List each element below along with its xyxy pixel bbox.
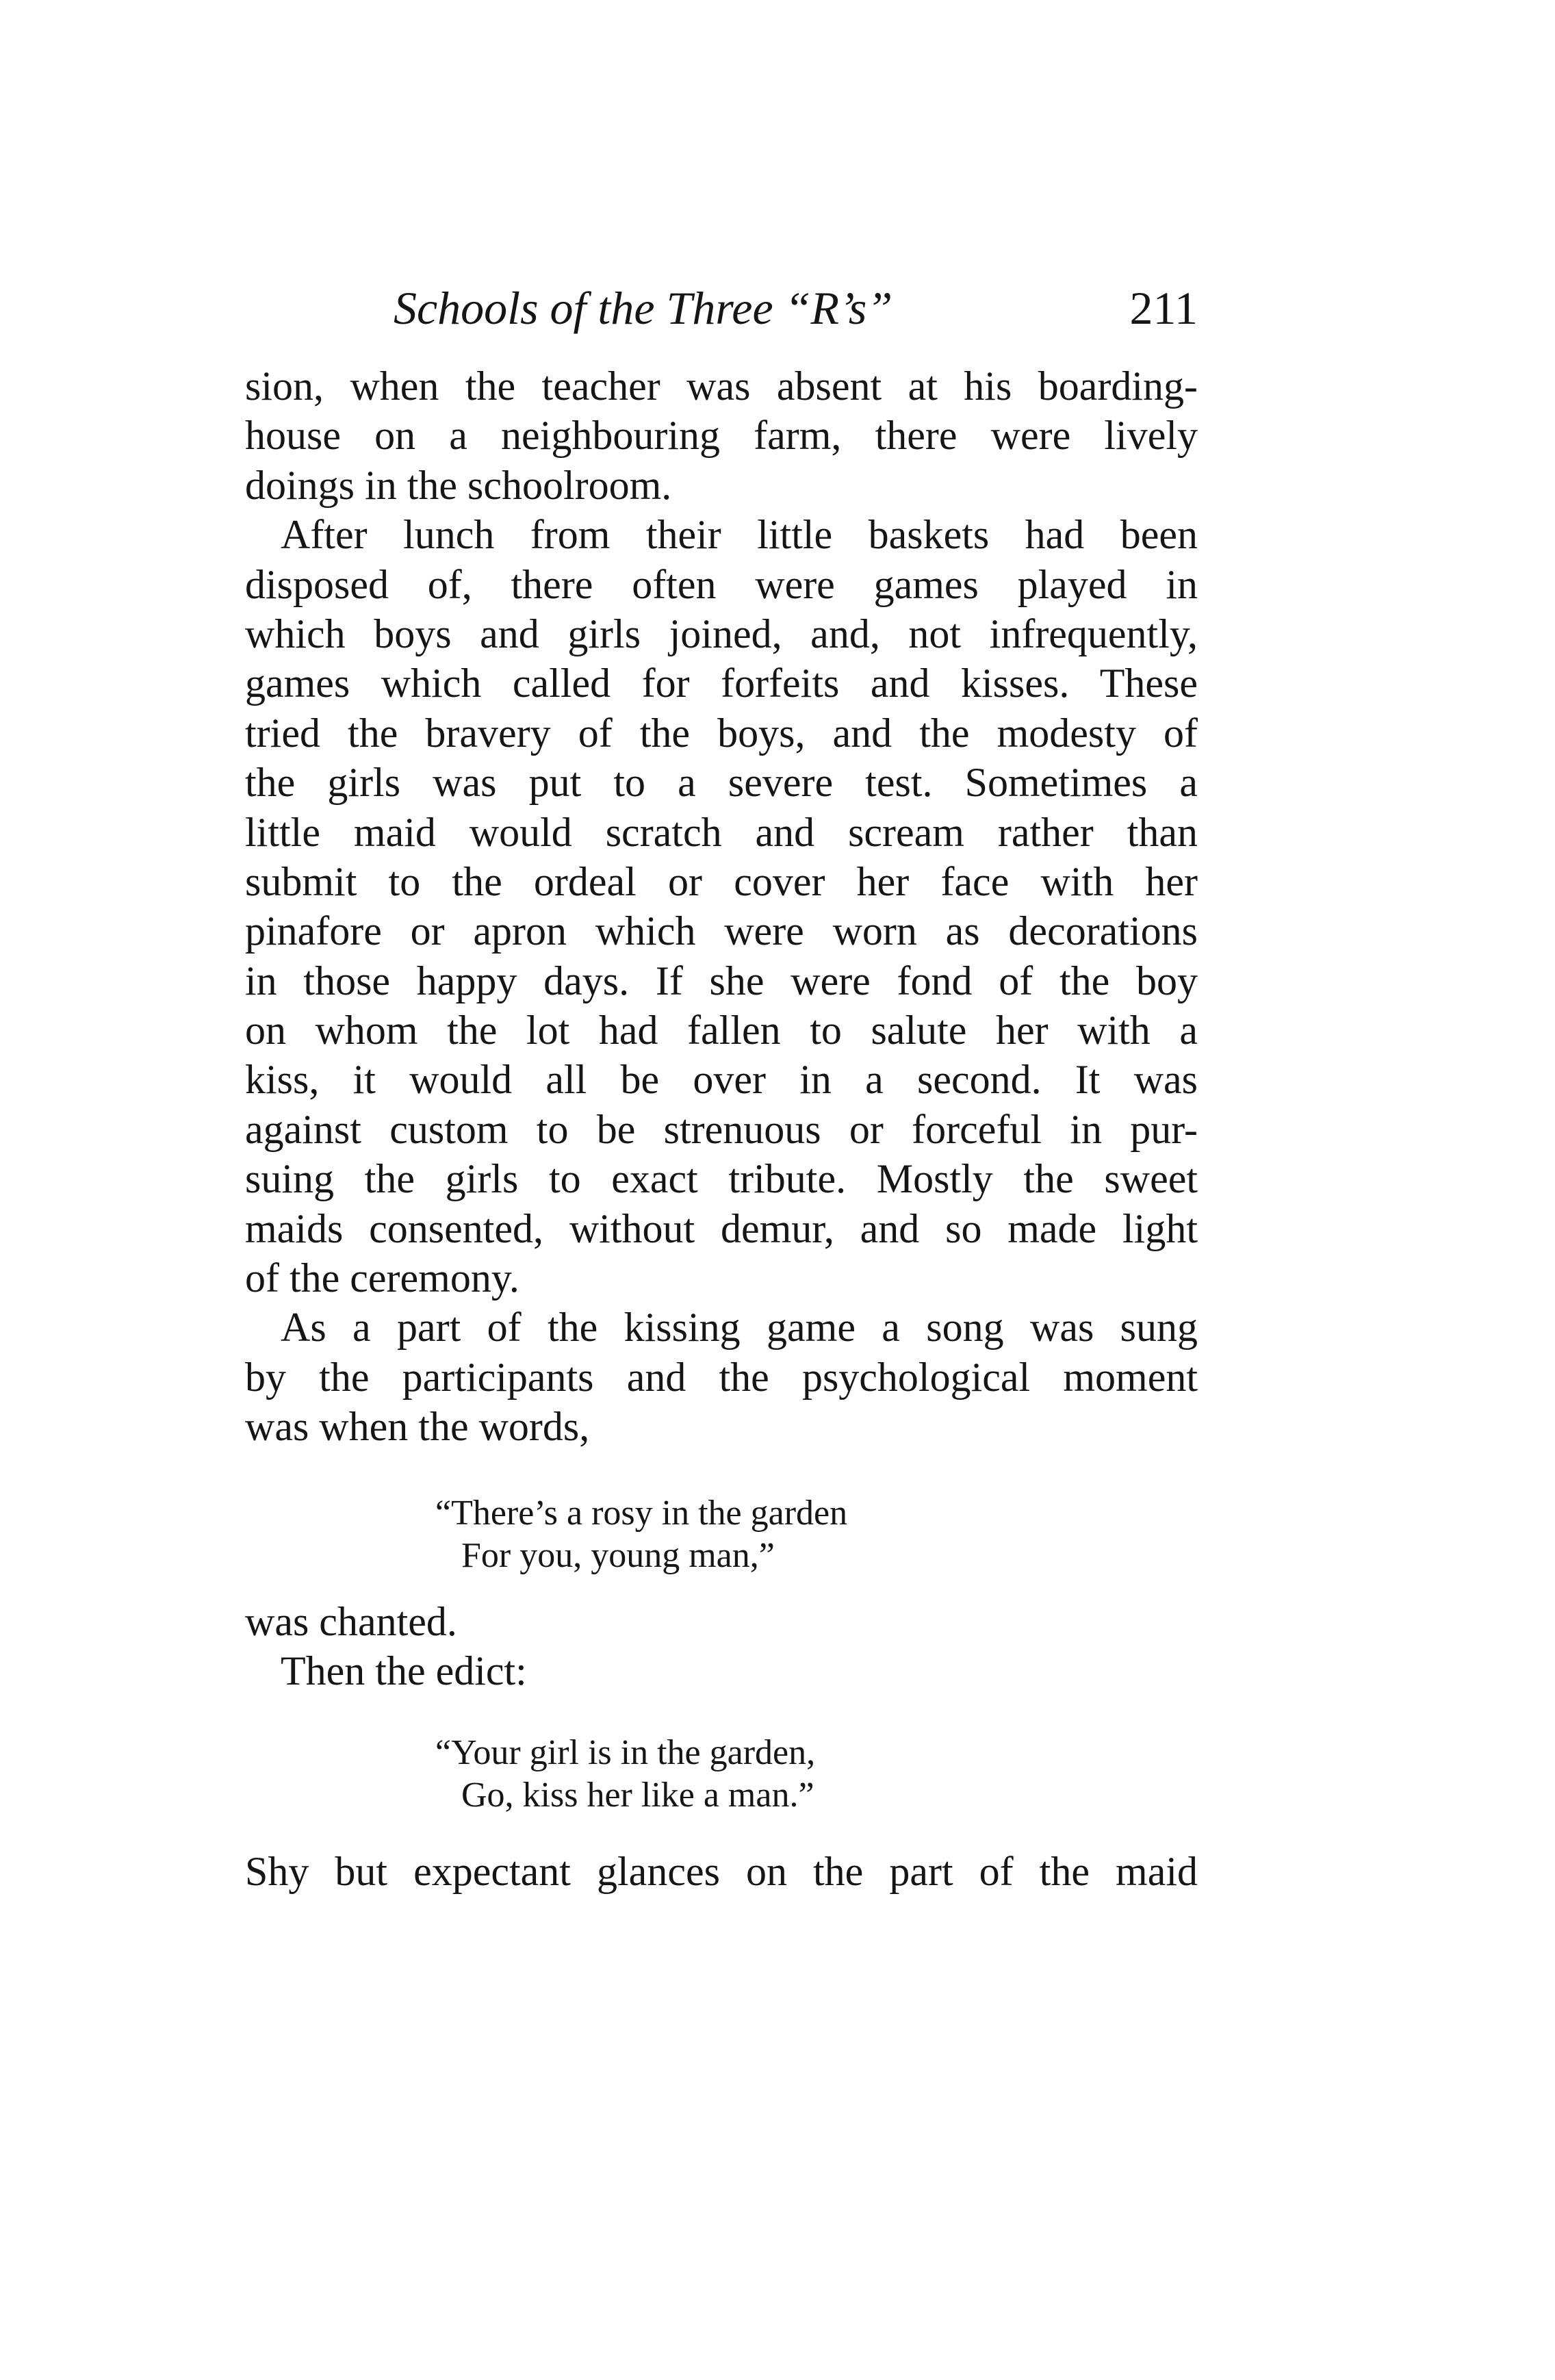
text-line: After lunch from their little baskets had been <box>281 512 1198 558</box>
body-text-continued <box>245 1847 1198 1896</box>
text-line: against custom to be strenuous or forceful in pur- <box>245 1106 1198 1152</box>
text-line: was chanted. <box>245 1599 457 1644</box>
text-line: suing the girls to exact tribute. Mostly the sweet <box>245 1156 1198 1202</box>
text-line: little maid would scratch and scream rather than <box>245 809 1198 855</box>
body-text <box>245 361 1198 1452</box>
verse-line: Go, kiss her like a man.” <box>461 1776 814 1815</box>
verse-quote <box>435 1732 815 1817</box>
verse-line: “Your girl is in the garden, <box>435 1733 816 1772</box>
text-line: maids consented, without demur, and so made light <box>245 1205 1198 1251</box>
verse-line: “There’s a rosy in the garden <box>435 1494 848 1533</box>
text-line: was when the words, <box>245 1404 590 1450</box>
text-line: kiss, it would all be over in a second. It was <box>245 1057 1198 1103</box>
body-text-continued <box>245 1597 1198 1696</box>
text-line: disposed of, there often were games played in <box>245 561 1198 607</box>
text-line: pinafore or apron which were worn as decorations <box>245 908 1198 954</box>
text-line: in those happy days. If she were fond of the boy <box>245 958 1198 1003</box>
text-line: Then the edict: <box>281 1648 527 1694</box>
text-line: house on a neighbouring farm, there were lively <box>245 413 1198 459</box>
text-line: tried the bravery of the boys, and the modesty of <box>245 710 1198 756</box>
text-line: the girls was put to a severe test. Sometimes a <box>245 760 1198 806</box>
text-line: of the ceremony. <box>245 1255 519 1301</box>
text-line: Shy but expectant glances on the part of the maid <box>245 1849 1198 1894</box>
text-line: by the participants and the psychological moment <box>245 1354 1198 1400</box>
running-title: Schools of the Three “R’s” <box>394 282 893 334</box>
page-header <box>394 277 1198 339</box>
page-number: 211 <box>1129 282 1198 334</box>
text-line: sion, when the teacher was absent at his boarding- <box>245 363 1198 409</box>
text-line: As a part of the kissing game a song was sung <box>281 1305 1198 1351</box>
text-line: which boys and girls joined, and, not infrequently, <box>245 611 1198 656</box>
text-line: submit to the ordeal or cover her face with her <box>245 858 1198 904</box>
text-line: on whom the lot had fallen to salute her with a <box>245 1008 1198 1053</box>
verse-line: For you, young man,” <box>461 1536 775 1575</box>
text-line: games which called for forfeits and kisses. These <box>245 661 1198 706</box>
verse-quote <box>435 1492 847 1577</box>
text-line: doings in the schoolroom. <box>245 462 672 508</box>
